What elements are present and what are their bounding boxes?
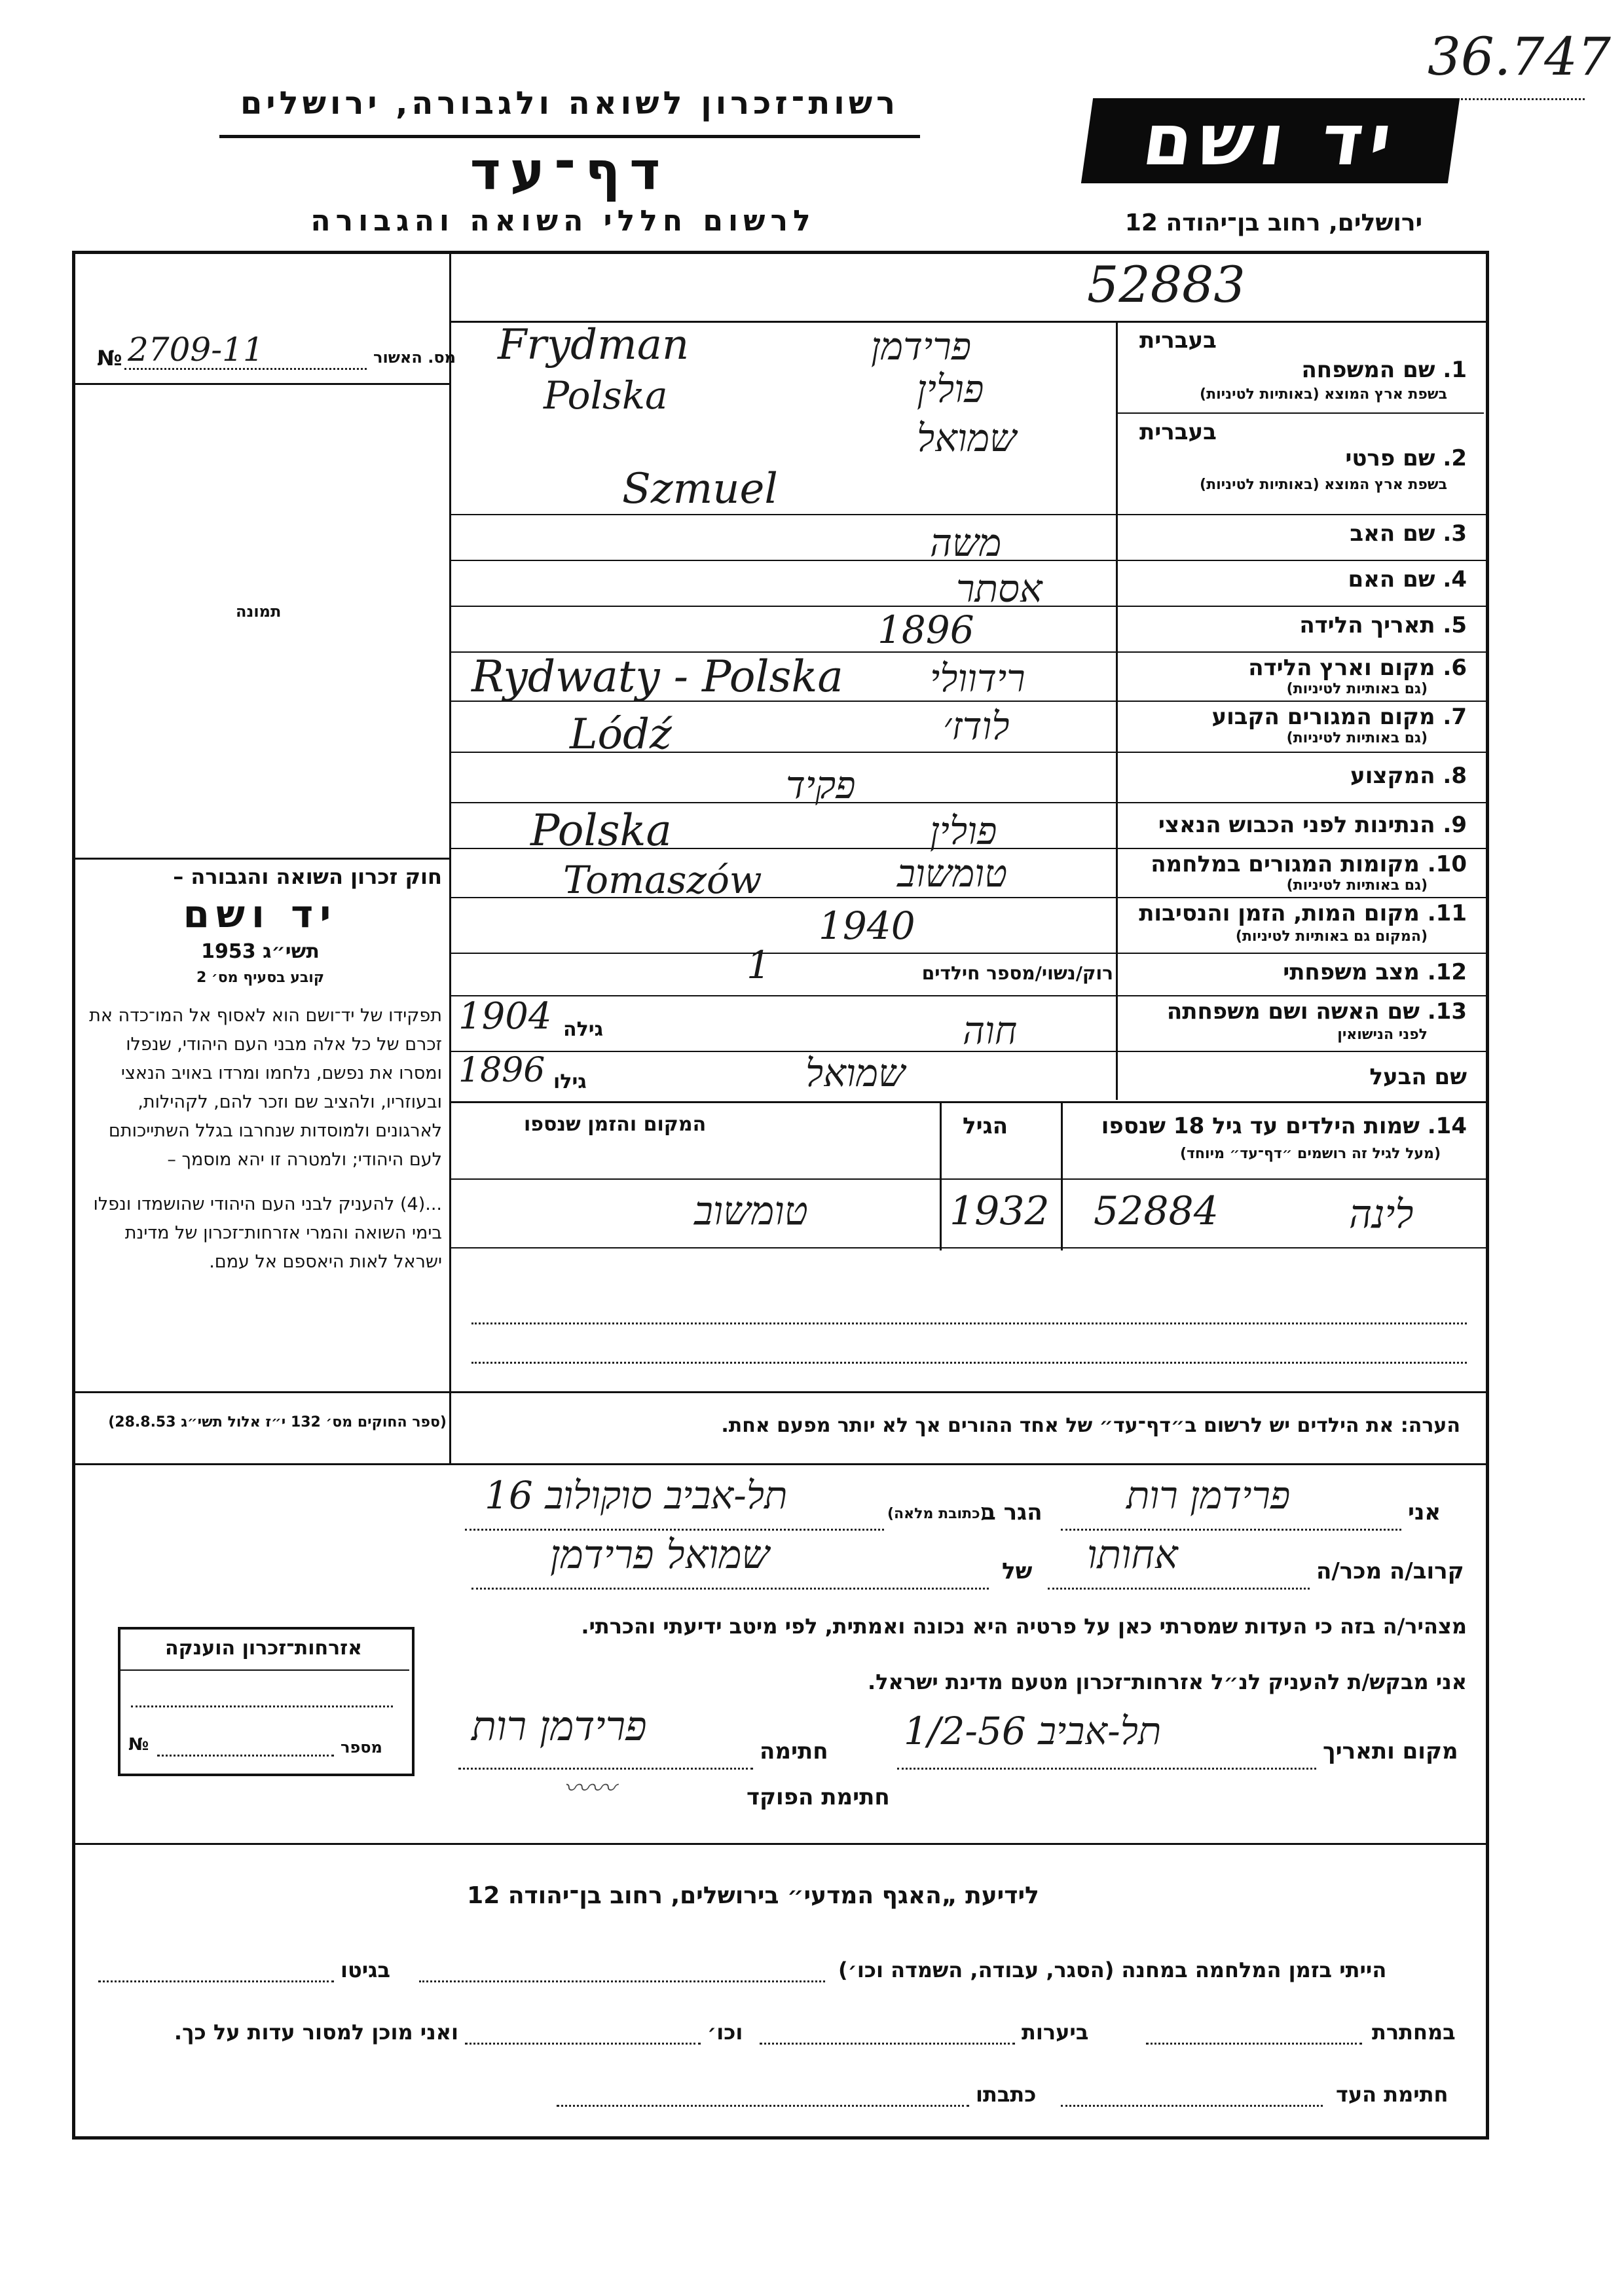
place-date-line <box>897 1768 1316 1770</box>
footer-witness-signature-label: חתימת העד <box>1336 2082 1449 2107</box>
field-14-sub: (מעל לגיל זה רושמים ״דף־עד״ מיוחד) <box>1179 1146 1441 1162</box>
field-3-num: 3. <box>1443 520 1467 547</box>
col-age-header: הגיל <box>963 1113 1008 1139</box>
law-text-1: תפקידו של יד־ושם הוא לאסוף אל המו־כדה את זכרם של כל אלה מבני העם היהודי, שנפלו ומסרו את נפשם, נלחמו ומרדו באויב הנאצי ובעוזריו, ולהציב שם וזכר להם, לקהילות, לארגונים ולמוסדות שנחרבו בגלל השתייכותם לעם היהודי; ולמטרה זו יהא מוסמך – <box>89 1006 442 1170</box>
declarant-name-line <box>1061 1529 1401 1531</box>
footer-camp-label: הייתי בזמן המלחמה במחנה (הסגר, עבודה, השמדה וכו׳) <box>838 1958 1387 1982</box>
footer-camp-line <box>419 1980 825 1982</box>
field-10-num: 10. <box>1427 851 1467 877</box>
footer-etc-label: וכו׳ <box>707 2020 743 2045</box>
header-org: רשות־זכרון לשואה ולגבורה, ירושלים <box>240 85 900 122</box>
footer-address-line <box>557 2105 969 2107</box>
field-14-label <box>1022 1113 1467 1139</box>
field-1-label <box>1139 357 1467 383</box>
field-4-label <box>1139 566 1467 592</box>
law-source: (ספר החוקים מס׳ 132 י״ז אלול תשי״ג 28.8.53) <box>108 1414 447 1430</box>
table-header-rule <box>449 1178 1486 1180</box>
footer-heading: לידיעת „האגף המדעי״ בירושלים, רחוב בן־יהודה 12 <box>467 1882 1039 1909</box>
declarant-name: פרידמן רות <box>1126 1473 1291 1518</box>
in-hebrew-label-2: בעברית <box>1139 419 1217 445</box>
approval-no-mark: № <box>97 346 122 371</box>
citizenship-number-label: מספר <box>341 1738 382 1757</box>
of-name-line <box>471 1588 989 1590</box>
field-11-sub: (המקום גם באותיות לטיניות) <box>1235 928 1428 945</box>
field-13-label <box>1139 998 1467 1025</box>
birthplace-hebrew: רידוולי <box>930 656 1025 701</box>
table-row-rule <box>449 1247 1486 1248</box>
footer-ghetto-line <box>98 1980 334 1982</box>
field-6-label <box>1139 655 1467 681</box>
law-box <box>79 864 442 1277</box>
field-2-num: 2. <box>1443 445 1467 471</box>
footer-witness-signature-line <box>1061 2105 1323 2107</box>
husband-age: 1896 <box>458 1051 545 1090</box>
citizenship-hebrew: פולין <box>930 809 997 853</box>
in-hebrew-label-1: בעברית <box>1139 327 1217 354</box>
row-rule-2 <box>449 514 1486 515</box>
field-14-num: 14. <box>1427 1113 1467 1139</box>
field-13-sub: לפני הנישואין <box>1337 1027 1428 1043</box>
profession: פקיד <box>786 763 856 807</box>
field-6-num: 6. <box>1443 655 1467 681</box>
citizenship-number-line <box>157 1755 334 1757</box>
country-latin: Polska <box>544 373 668 418</box>
law-title: חוק זכרון השואה והגבורה – <box>173 864 442 889</box>
declarant-address: תל-אביב סוקולוב 16 <box>485 1473 788 1518</box>
field-14-text: שמות הילדים עד גיל 18 שנספו <box>1101 1113 1420 1139</box>
father-name: משה <box>930 520 1002 565</box>
approval-label: מס. האשור <box>373 348 456 367</box>
residence-hebrew: לודז׳ <box>943 704 1010 748</box>
field-8-num: 8. <box>1443 763 1467 789</box>
citizenship-latin: Polska <box>530 805 672 856</box>
row-rule-11 <box>449 953 1486 954</box>
field-4-num: 4. <box>1443 566 1467 592</box>
field-10-text: מקומות המגורים במלחמה <box>1151 851 1420 877</box>
footer-forests-line <box>760 2043 1015 2045</box>
note-divider <box>449 1391 451 1463</box>
relation-value: אחותו <box>1087 1532 1178 1578</box>
field-12-num: 12. <box>1427 959 1467 985</box>
field-8-label <box>1139 763 1467 789</box>
field-13-text: שם האשה ושם משפחתה <box>1166 998 1420 1025</box>
header-rule <box>219 135 920 138</box>
field-7-sub: (גם באותיות לטיניות) <box>1286 730 1428 746</box>
law-text-2: ...(4) להעניק לבני העם היהודי שהושמדו ונפלו בימי השואה והמרי אזרחות־זכרון של מדינת ישראל לאות היאספם אל עמם. <box>93 1194 442 1272</box>
table-row-3 <box>471 1362 1467 1364</box>
approval-rule <box>72 383 451 385</box>
declarant-i-label: אני <box>1408 1499 1441 1525</box>
field-11-label <box>1139 900 1467 926</box>
residence-latin: Lódź <box>570 710 672 759</box>
footer-address-label: כתבתו <box>976 2082 1037 2107</box>
child-registry: 52884 <box>1094 1188 1219 1234</box>
child-age: 1932 <box>950 1188 1050 1234</box>
field-6-text: מקום וארץ הלידה <box>1248 655 1435 681</box>
field-13-num: 13. <box>1427 998 1467 1025</box>
field-8-text: המקצוע <box>1350 763 1435 789</box>
photo-label: תמונה <box>236 602 282 621</box>
law-year: תשי״ג 1953 <box>201 940 320 963</box>
citizenship-no-mark: № <box>128 1735 149 1755</box>
row-rule-1 <box>1117 412 1484 414</box>
address-line <box>465 1529 884 1531</box>
husband-label: שם הבעל <box>1369 1064 1467 1090</box>
field-6-sub: (גם באותיות לטיניות) <box>1286 681 1428 697</box>
col-divider-1 <box>940 1101 942 1250</box>
death-date: 1940 <box>819 903 915 948</box>
field-9-num: 9. <box>1443 812 1467 838</box>
footer-etc-line <box>465 2043 701 2045</box>
inspector-label: חתימת הפוקד <box>747 1784 890 1810</box>
approval-line <box>124 368 367 370</box>
field-11-num: 11. <box>1427 900 1467 926</box>
field-4-text: שם האם <box>1348 566 1435 592</box>
child-name: לינה <box>1349 1192 1414 1237</box>
archive-number: 36.747 <box>1428 26 1611 87</box>
wife-age: 1904 <box>458 995 552 1038</box>
place-date-value: תל-אביב 1/2-56 <box>904 1709 1162 1753</box>
of-label: של <box>1002 1558 1033 1584</box>
col-divider-2 <box>1061 1101 1063 1250</box>
field-5-text: תאריך הלידה <box>1299 612 1435 638</box>
field-5-label <box>1139 612 1467 638</box>
approval-number: 2709-11 <box>128 331 264 369</box>
footer-ghetto-label: בגיטו <box>341 1958 390 1982</box>
label-divider <box>1116 321 1118 1100</box>
law-box-top-rule <box>72 858 451 860</box>
of-name: שמואל פרידמן <box>550 1532 770 1578</box>
field-12-options: רוק/נשוי/מספר חילדים <box>921 962 1113 984</box>
child-place: טומשוב <box>694 1188 808 1234</box>
field-11-text: מקום המות, הזמן והנסיבות <box>1139 900 1420 926</box>
yad-vashem-logo: יד ושם <box>1081 98 1460 183</box>
field-5-num: 5. <box>1443 612 1467 638</box>
table-row-2 <box>471 1322 1467 1324</box>
declaration-text: מצהיר/ה בזה כי העדות שמסרתי כאן על פרטיה היא נכונה ואמתית, לפי מיטב ידיעתי והכרתי. <box>581 1614 1467 1639</box>
row-rule-8 <box>449 802 1486 803</box>
footer-rule <box>72 1843 1486 1845</box>
citizenship-title-rule <box>120 1669 409 1671</box>
field-2-text: שם פרטי <box>1345 445 1435 471</box>
footer-underground-line <box>1146 2043 1362 2045</box>
field-7-text: מקום המגורים הקבוע <box>1211 704 1435 730</box>
note-rule-mid <box>72 1391 452 1393</box>
note-text: הערה: את הילדים יש לרשום ב״דף־עד״ של אחד ההורים אך לא יותר מפעם אחת. <box>721 1414 1460 1437</box>
row-rule-12 <box>449 995 1486 996</box>
wartime-residence-latin: Tomaszów <box>563 858 762 902</box>
origin-lang-label-2: בשפת ארץ המוצא (באותיות לטיניות) <box>1200 477 1447 493</box>
country-hebrew: פולין <box>917 367 984 411</box>
origin-lang-label-1: בשפת ארץ המוצא (באותיות לטיניות) <box>1200 386 1447 403</box>
field-7-num: 7. <box>1443 704 1467 730</box>
law-name: יד ושם <box>183 892 338 936</box>
row-rule-14 <box>449 1101 1486 1103</box>
resides-label: הגר ב <box>982 1499 1043 1525</box>
form-title: דף־עד <box>470 141 670 202</box>
col-place-header: המקום והזמן שנספו <box>524 1113 707 1136</box>
birth-date: 1896 <box>877 608 974 652</box>
citizenship-line <box>131 1705 393 1707</box>
husband-name: שמואל <box>805 1051 906 1095</box>
signature-value: פרידמן רות <box>471 1702 647 1750</box>
footer-forests-label: ביערות <box>1022 2020 1089 2045</box>
citizenship-title: אזרחות־זכרון הוענקה <box>164 1637 363 1660</box>
mother-name: אסתר <box>956 566 1043 611</box>
field-9-text: הנתינות לפני הכבוש הנאצי <box>1158 812 1435 838</box>
signature-label: חתימה <box>760 1738 828 1764</box>
surname-hebrew: פרידמן <box>871 324 972 369</box>
field-1-num: 1. <box>1443 357 1467 383</box>
field-12-text: מצב משפחתי <box>1283 959 1420 985</box>
field-10-label <box>1139 851 1467 877</box>
firstname-hebrew: שמואל <box>917 416 1017 460</box>
birthplace-latin: Rydwaty - Polska <box>471 651 843 702</box>
field-3-label <box>1139 520 1467 547</box>
note-rule-bottom <box>72 1463 1486 1465</box>
address-note: (כתובת מלאה) <box>887 1506 987 1522</box>
field-7-label <box>1139 704 1467 730</box>
relation-label: קרוב/ה מכר/ה <box>1316 1558 1464 1584</box>
field-10-sub: (גם באותיות לטיניות) <box>1286 877 1428 894</box>
wife-age-label: גילה <box>563 1018 603 1041</box>
footer-underground-label: במחתרת <box>1372 2020 1456 2045</box>
field-12-label <box>1139 959 1467 985</box>
field-9-label <box>1139 812 1467 838</box>
header-address: ירושלים, רחוב בן־יהודה 12 <box>1124 210 1423 236</box>
wartime-residence-hebrew: טומשוב <box>897 851 1008 896</box>
field-2-label <box>1139 445 1467 471</box>
children-count: 1 <box>747 943 771 987</box>
place-date-label: מקום ותאריך <box>1323 1738 1458 1764</box>
surname-latin: Frydman <box>498 321 690 369</box>
note-rule-top <box>449 1391 1486 1393</box>
registry-number: 52883 <box>1087 255 1246 314</box>
inspector-signature: 〰〰 <box>563 1774 616 1804</box>
relation-line <box>1048 1588 1310 1590</box>
sidebar-divider <box>449 251 451 1391</box>
field-3-text: שם האב <box>1350 520 1435 547</box>
form-subtitle: לרשום חללי השואה והגבורה <box>310 204 816 238</box>
husband-age-label: גילו <box>553 1070 587 1093</box>
field-1-text: שם המשפחה <box>1301 357 1435 383</box>
request-text: אני מבקש/ת להעניק לנ״ל אזרחות־זכרון מטעם מדינת ישראל. <box>868 1669 1467 1694</box>
footer-testify-label: ואני מוכן למסור עדות על כך. <box>174 2020 458 2045</box>
firstname-latin: Szmuel <box>622 465 778 513</box>
wife-name: חוה <box>963 1008 1018 1053</box>
law-clause: קובע בסעיף מס׳ 2 <box>196 970 325 986</box>
